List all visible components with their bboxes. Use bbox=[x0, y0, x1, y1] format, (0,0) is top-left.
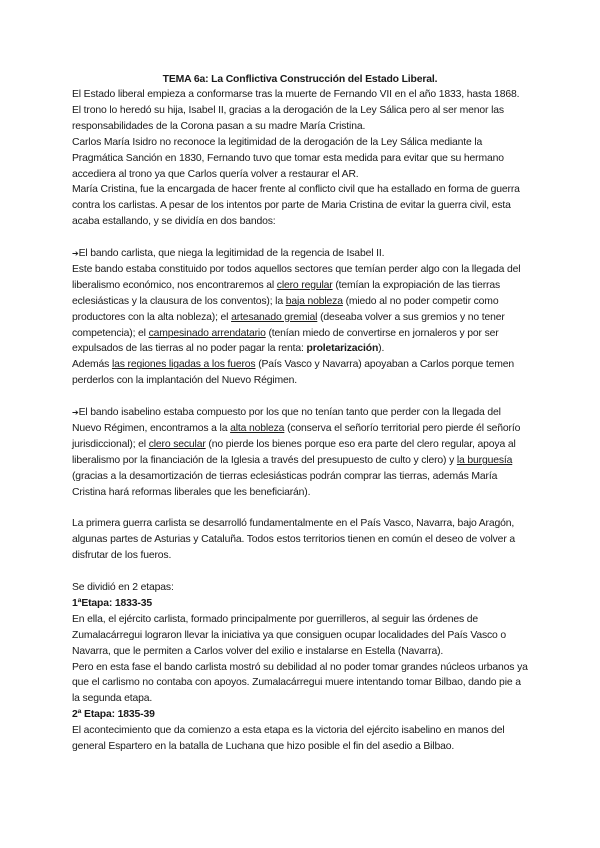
underlined-term: las regiones ligadas a los fueros bbox=[111, 359, 256, 371]
spacer bbox=[72, 389, 528, 405]
text-run: (miedo al no poder competir como productores con la alta nobleza); el bbox=[72, 295, 499, 323]
text-run: (no pierde los bienes porque eso era parte del clero regular, apoya al liberalismo por la financiación de la Iglesia a través del presupuesto de culto y clero) y bbox=[72, 438, 516, 466]
underlined-term: la burguesía bbox=[456, 454, 513, 466]
bold-term: proletarización bbox=[306, 343, 379, 355]
carlista-heading bbox=[72, 246, 528, 262]
document-title: TEMA 6a: La Conflictiva Construcción del Estado Liberal. bbox=[162, 74, 438, 85]
isabelino-paragraph bbox=[72, 405, 528, 500]
etapa-1-heading: 1ªEtapa: 1833-35 bbox=[72, 597, 152, 609]
fueros-paragraph bbox=[72, 357, 528, 389]
text-run: (País Vasco y Navarra) apoyaban a Carlos porque temen perderlos con la implantación del Nuevo Régimen. bbox=[72, 359, 515, 387]
spacer bbox=[72, 501, 528, 517]
text-run: (temían la expropiación de las tierras eclesiásticas y la clausura de los conventos); la bbox=[72, 279, 501, 307]
etapa-1-paragraph-1: En ella, el ejército carlista, formado principalmente por guerrilleros, al seguir las órdenes de Zumalacárregui lograron llevar la iniciativa ya que consiguen ocupar localidades del País Vasco o Navarra, que le permiten a Carlos volver del exilio e instalarse en Estella (Navarra). bbox=[72, 613, 507, 657]
text-run: (conserva el señorío territorial pero pierde él señorío jurisdiccional); el bbox=[72, 423, 521, 450]
arrow-icon: ➔ bbox=[72, 249, 79, 259]
intro-paragraph-2: Carlos María Isidro no reconoce la legitimidad de la derogación de la Ley Sálica mediante la Pragmática Sanción en 1830, Fernando tuvo que tomar esta medida para evitar que su hermano accediera al trono ya que Carlos quería volver a restaurar el AR. bbox=[72, 136, 504, 180]
text-run: Además bbox=[72, 359, 112, 371]
text-run: El bando isabelino estaba compuesto por los que no tenían tanto que perder con la llegada del Nuevo Régimen, encontramos a la bbox=[72, 407, 501, 434]
text-run: (deseaba volver a sus gremios y no tener competencia); el bbox=[72, 311, 505, 339]
text-run: ). bbox=[378, 343, 385, 355]
spacer bbox=[72, 230, 528, 246]
underlined-term: campesinado arrendatario bbox=[148, 327, 266, 339]
intro-paragraph-3: María Cristina, fue la encargada de hacer frente al conflicto civil que ha estallado en forma de guerra contra los carlistas. A pesar de los intentos por parte de Maria Cristina de evitar la guerra civil, esta acaba estallando, y se dividía en dos bandos: bbox=[72, 184, 520, 228]
underlined-term: clero secular bbox=[148, 438, 206, 450]
text-run: (gracias a la desamortización de tierras eclesiásticas podrán comprar las tierras, además María Cristina hará reformas liberales que les beneficiarán). bbox=[72, 470, 498, 498]
underlined-term: alta nobleza bbox=[230, 423, 285, 434]
etapa-2-paragraph-1: El acontecimiento que da comienzo a esta etapa es la victoria del ejército isabelino en manos del general Espartero en la batalla de Luchana que hizo posible el fin del asedio a Bilbao. bbox=[72, 725, 505, 753]
underlined-term: clero regular bbox=[276, 279, 333, 291]
underlined-term: artesanado gremial bbox=[231, 311, 318, 323]
underlined-term: baja nobleza bbox=[285, 295, 343, 307]
text-run: (tenían miedo de convertirse en jornaleros y por ser expulsados de las tierras al no poder pagar la renta: bbox=[72, 327, 499, 355]
etapa-2-heading: 2ª Etapa: 1835-39 bbox=[72, 709, 155, 721]
etapa-1-paragraph-2: Pero en esta fase el bando carlista mostró su debilidad al no poder tomar grandes núcleos urbanos ya que el carlismo no contaba con apoyos. Zumalacárregui muere intentando tomar Bilbao, dando pie a la segunda etapa. bbox=[72, 661, 528, 705]
intro-paragraph-1: El Estado liberal empieza a conformarse tras la muerte de Fernando VII en el año 1833, hasta 1868. El trono lo heredó su hija, Isabel II, gracias a la derogación de la Ley Sálica pero al ser menor las responsabilidades de la Corona pasan a su madre María Cristina. bbox=[72, 89, 520, 132]
primera-guerra-paragraph: La primera guerra carlista se desarrolló fundamentalmente en el País Vasco, Navarra, bajo Aragón, algunas partes de Asturias y Cataluña. Todos estos territorios tienen en común el deseo de volver a disfrutar de los fueros. bbox=[72, 518, 515, 562]
etapas-intro: Se dividió en 2 etapas: bbox=[72, 582, 174, 594]
text-run: Este bando estaba constituido por todos aquellos sectores que temían perder algo con la llegada del liberalismo económico, nos encontraremos al bbox=[72, 263, 521, 291]
arrow-icon: ➔ bbox=[72, 408, 79, 418]
carlista-heading-text: El bando carlista, que niega la legitimidad de la regencia de Isabel II. bbox=[78, 248, 385, 260]
spacer bbox=[72, 564, 528, 580]
carlista-paragraph bbox=[72, 262, 528, 357]
